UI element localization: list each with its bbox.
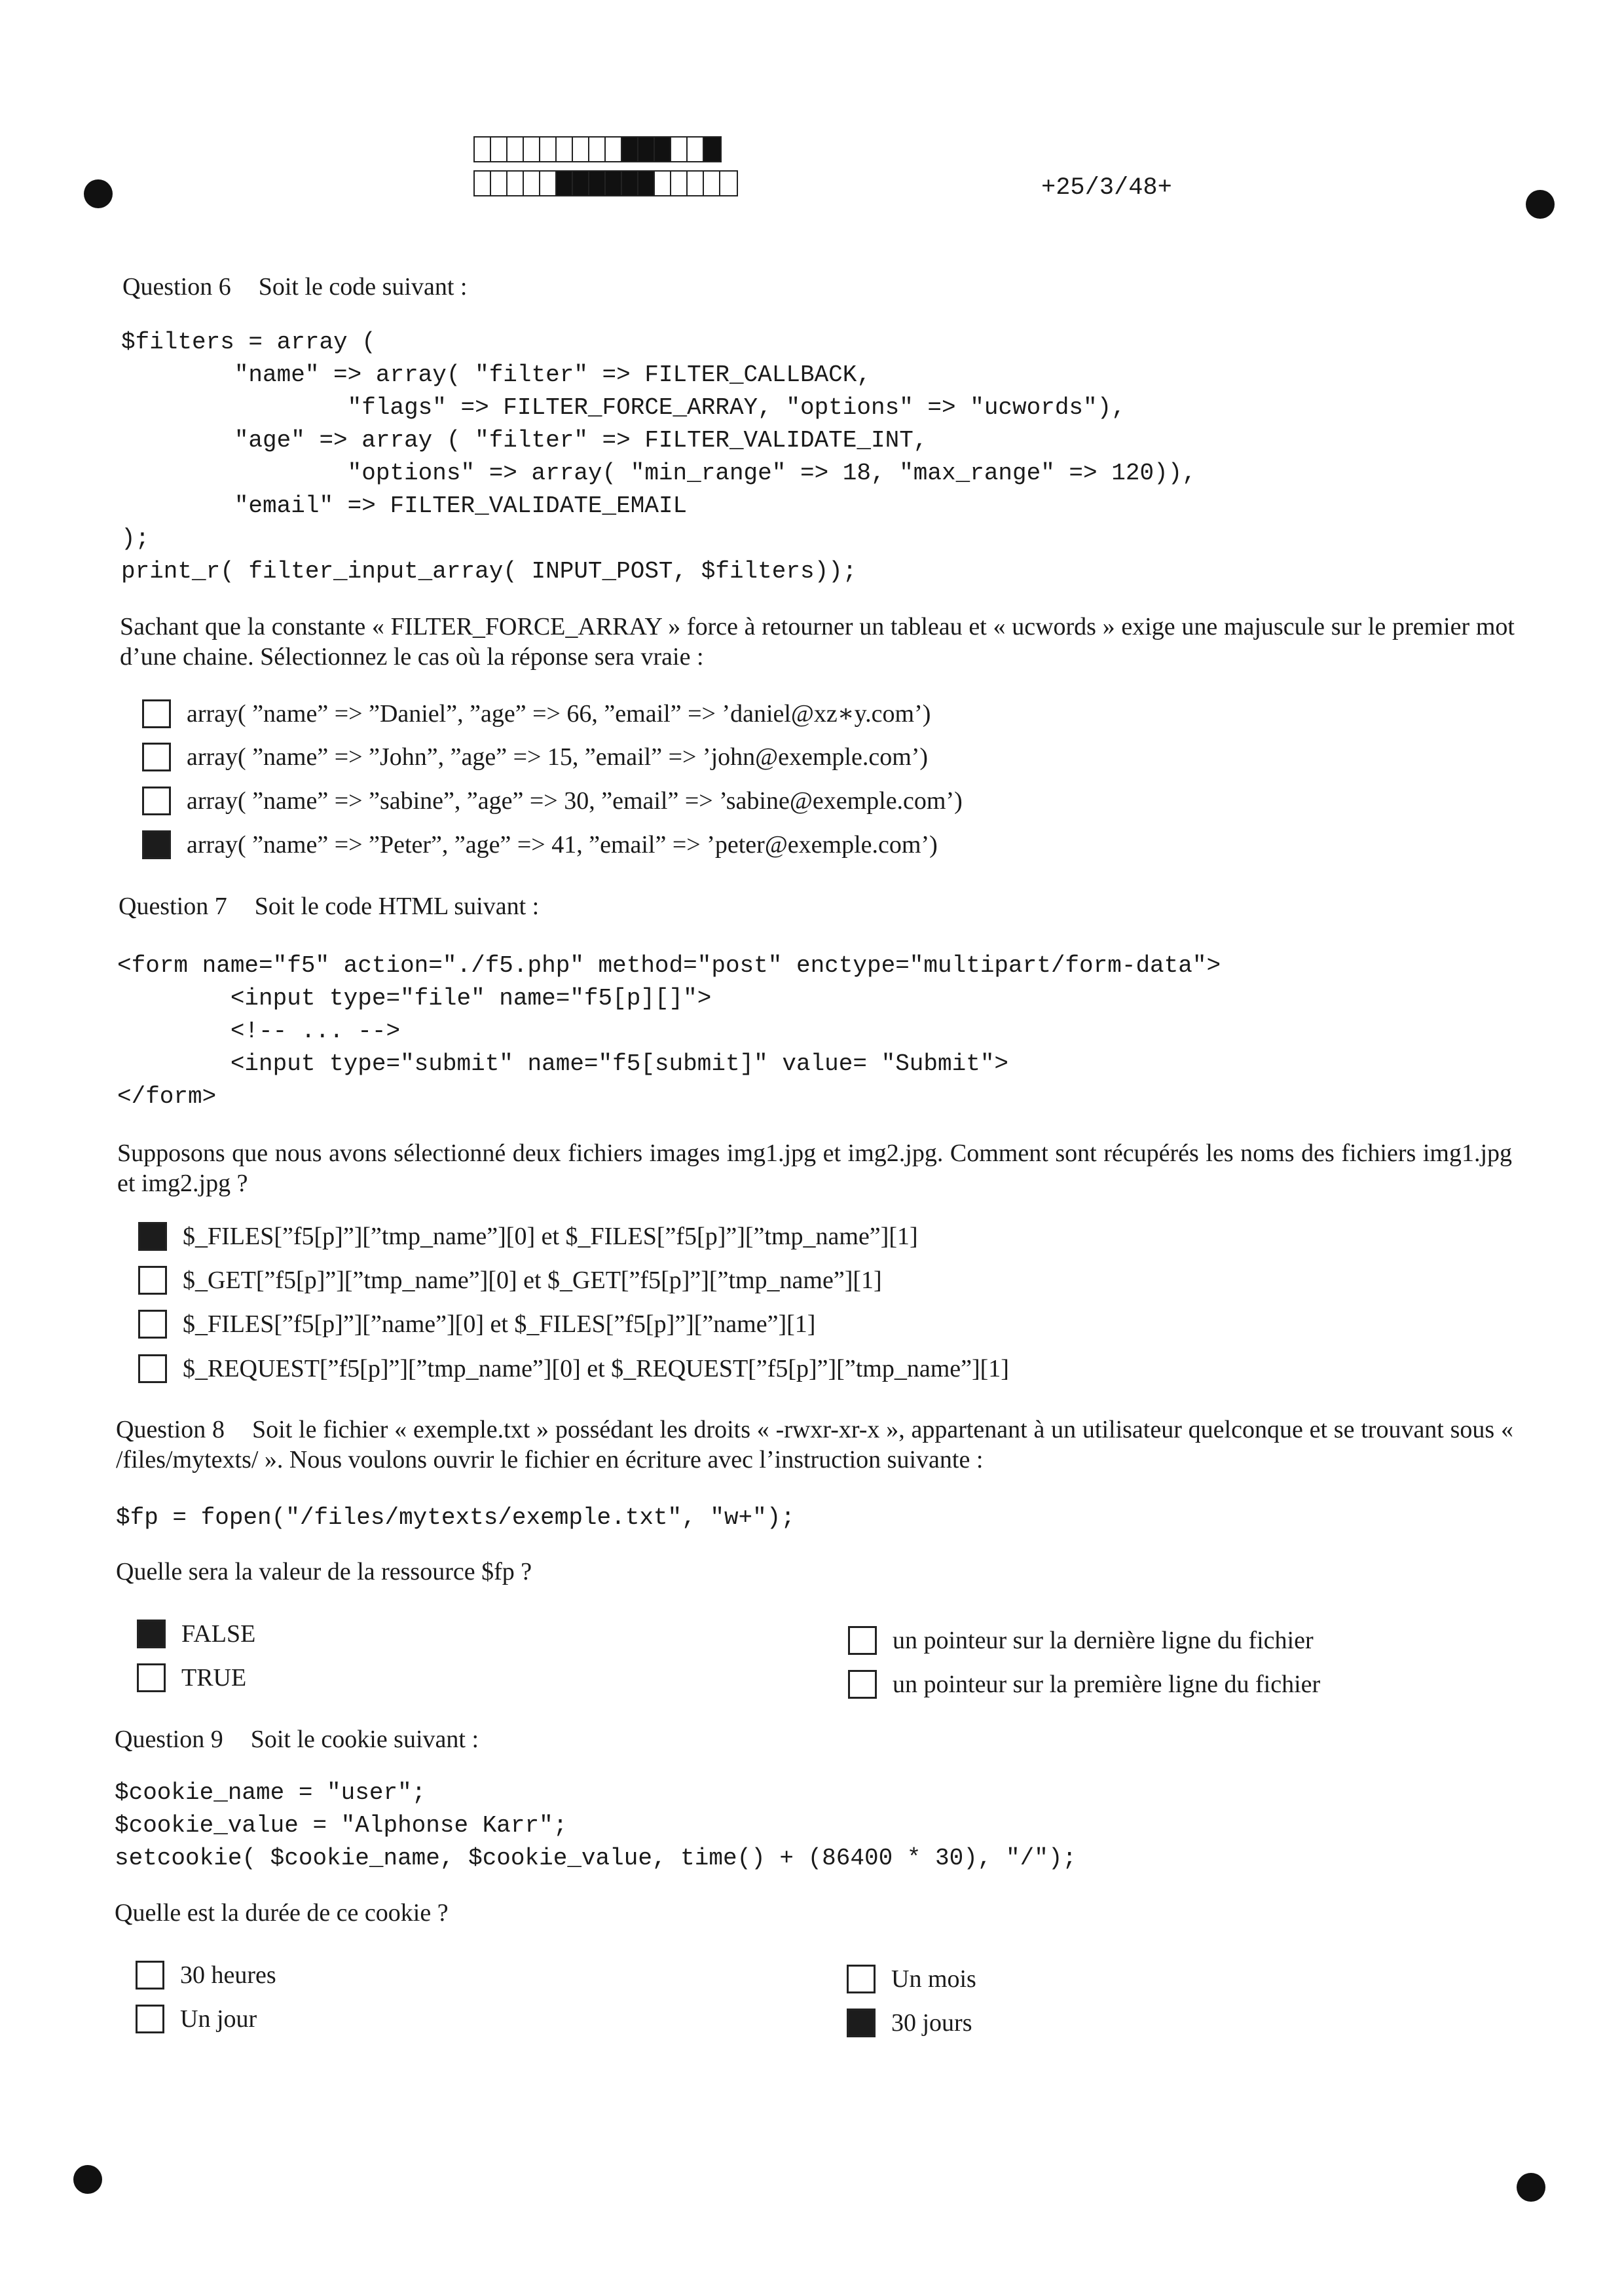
checkbox-checked[interactable]	[138, 1222, 167, 1251]
barcode-row-2	[473, 170, 738, 196]
question-7-label: Question 7	[119, 893, 227, 920]
option-label: $_FILES[”f5[p]”][”name”][0] et $_FILES[”f5[p]”][”name”][1]	[183, 1310, 816, 1338]
registration-mark-bottom-left	[73, 2165, 102, 2194]
question-9-option-1[interactable]	[136, 1961, 276, 1990]
option-label: un pointeur sur la dernière ligne du fichier	[893, 1627, 1314, 1654]
option-label: $_REQUEST[”f5[p]”][”tmp_name”][0] et $_REQUEST[”f5[p]”][”tmp_name”][1]	[183, 1355, 1009, 1382]
question-7-option-2[interactable]	[138, 1266, 882, 1295]
checkbox[interactable]	[848, 1670, 877, 1699]
option-label: un pointeur sur la première ligne du fichier	[893, 1671, 1321, 1698]
sheet-id: +25/3/48+	[1041, 174, 1172, 202]
question-7-option-3[interactable]	[138, 1310, 815, 1339]
registration-mark-top-left	[84, 179, 113, 208]
question-6-code: $filters = array ( "name" => array( "filter" => FILTER_CALLBACK, "flags" => FILTER_FORCE_ARRAY, "options" => "ucwords"), "age" => array ( "filter" => FILTER_VALIDATE_INT, "options" => array( "min_range" => 18, "max_range" => 120)), "email" => FILTER_VALIDATE_EMAIL ); print_r( filter_input_array( INPUT_POST, $filters));	[121, 329, 1196, 585]
question-8-label: Question 8	[116, 1416, 225, 1443]
question-7-code: <form name="f5" action="./f5.php" method="post" enctype="multipart/form-data"> <input type="file" name="f5[p][]"> <!-- ... --> <input type="submit" name="f5[submit]" value= "Submit"> </form>	[117, 952, 1221, 1110]
question-7-option-1[interactable]	[138, 1222, 918, 1251]
question-8-heading	[116, 1415, 1513, 1475]
option-label: array( ”name” => ”John”, ”age” => 15, ”email” => ’john@exemple.com’)	[187, 743, 929, 771]
question-8-text: Quelle sera la valeur de la ressource $fp ?	[116, 1558, 532, 1585]
question-8-code: $fp = fopen("/files/mytexts/exemple.txt", "w+");	[116, 1504, 795, 1531]
checkbox-checked[interactable]	[142, 830, 171, 859]
checkbox[interactable]	[847, 1965, 876, 1993]
option-label: 30 jours	[891, 2009, 972, 2037]
question-6-text: Sachant que la constante « FILTER_FORCE_ARRAY » force à retourner un tableau et « ucwords » exige une majuscule sur le premier mot d’une chaine. Sélectionnez le cas où la réponse sera vraie :	[120, 613, 1515, 671]
question-7-prompt: Soit le code HTML suivant :	[254, 893, 540, 920]
question-9-code: $cookie_name = "user"; $cookie_value = "Alphonse Karr"; setcookie( $cookie_name, $cookie_value, time() + (86400 * 30), "/");	[115, 1779, 1077, 1872]
option-label: array( ”name” => ”sabine”, ”age” => 30, ”email” => ’sabine@exemple.com’)	[187, 787, 963, 815]
registration-mark-top-right	[1526, 190, 1555, 219]
question-6-option-3[interactable]	[142, 787, 963, 815]
question-9-option-3[interactable]	[847, 1965, 976, 1993]
registration-mark-bottom-right	[1517, 2173, 1545, 2202]
question-8-option-1[interactable]	[137, 1620, 255, 1648]
question-6-option-4[interactable]	[142, 830, 938, 859]
question-7-heading	[119, 892, 539, 921]
question-9-option-4[interactable]	[847, 2009, 972, 2037]
option-label: array( ”name” => ”Peter”, ”age” => 41, ”email” => ’peter@exemple.com’)	[187, 831, 938, 859]
question-6-label: Question 6	[122, 273, 231, 301]
checkbox[interactable]	[136, 1961, 164, 1990]
question-6-prompt: Soit le code suivant :	[258, 273, 468, 301]
checkbox[interactable]	[142, 699, 171, 728]
checkbox-checked[interactable]	[847, 2009, 876, 2037]
option-label: array( ”name” => ”Daniel”, ”age” => 66, ”email” => ’daniel@xz∗y.com’)	[187, 700, 931, 728]
question-8-option-2[interactable]	[137, 1663, 246, 1692]
question-7-text: Supposons que nous avons sélectionné deux fichiers images img1.jpg et img2.jpg. Comment sont récupérés les noms des fichiers img1.jpg et img2.jpg ?	[117, 1139, 1512, 1197]
option-label: Un mois	[891, 1965, 976, 1993]
checkbox[interactable]	[142, 743, 171, 771]
option-label: TRUE	[181, 1664, 247, 1692]
checkbox[interactable]	[137, 1663, 166, 1692]
checkbox[interactable]	[138, 1310, 167, 1339]
option-label: 30 heures	[180, 1961, 276, 1989]
checkbox[interactable]	[136, 2005, 164, 2033]
checkbox[interactable]	[138, 1266, 167, 1295]
question-6-heading	[122, 272, 467, 301]
question-6-option-2[interactable]	[142, 743, 928, 771]
question-9-prompt: Soit le cookie suivant :	[250, 1726, 479, 1753]
checkbox-checked[interactable]	[137, 1620, 166, 1648]
checkbox[interactable]	[142, 787, 171, 815]
question-9-heading	[115, 1725, 479, 1754]
question-9-label: Question 9	[115, 1726, 223, 1753]
option-label: $_GET[”f5[p]”][”tmp_name”][0] et $_GET[”f5[p]”][”tmp_name”][1]	[183, 1267, 882, 1294]
question-9-text: Quelle est la durée de ce cookie ?	[115, 1899, 449, 1927]
option-label: $_FILES[”f5[p]”][”tmp_name”][0] et $_FILES[”f5[p]”][”tmp_name”][1]	[183, 1223, 918, 1250]
question-6-option-1[interactable]	[142, 699, 931, 728]
option-label: FALSE	[181, 1620, 256, 1648]
barcode-row-1	[473, 136, 722, 162]
question-9-option-2[interactable]	[136, 2005, 257, 2033]
question-7-option-4[interactable]	[138, 1354, 1009, 1383]
checkbox[interactable]	[848, 1626, 877, 1655]
question-8-option-4[interactable]	[848, 1670, 1320, 1699]
question-8-prompt: Soit le fichier « exemple.txt » possédant les droits « -rwxr-xr-x », appartenant à un utilisateur quelconque et se trouvant sous « /files/mytexts/ ». Nous voulons ouvrir le fichier en écriture avec l’instruction suivante :	[116, 1416, 1513, 1473]
checkbox[interactable]	[138, 1354, 167, 1383]
question-8-option-3[interactable]	[848, 1626, 1314, 1655]
option-label: Un jour	[180, 2005, 257, 2033]
